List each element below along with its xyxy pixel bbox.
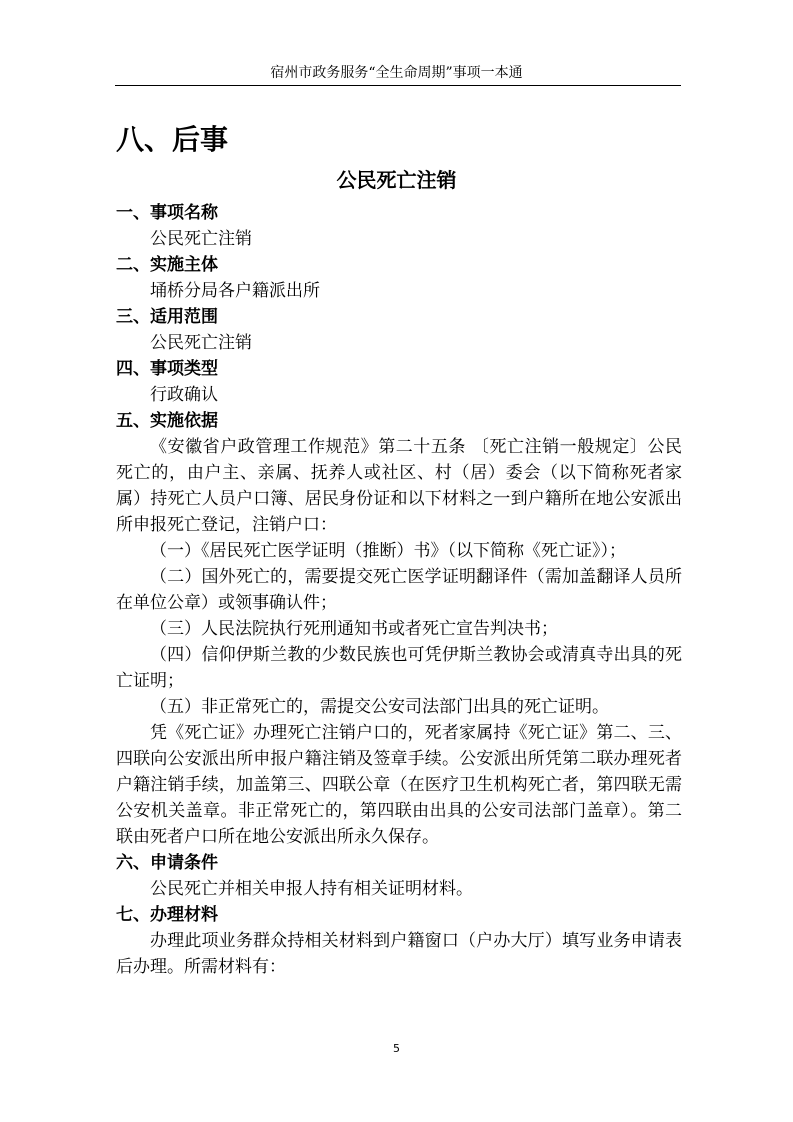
document-body bbox=[116, 200, 682, 980]
section-paragraph: 凭《死亡证》办理死亡注销户口的，死者家属持《死亡证》第二、三、四联向公安派出所申报户籍注销及签章手续。公安派出所凭第二联办理死者户籍注销手续，加盖第三、四联公章（在医疗卫生机构死亡者，第四联无需公安机关盖章。非正常死亡的，第四联由出具的公安司法部门盖章）。第二联由死者户口所在地公安派出所永久保存。 bbox=[116, 723, 682, 847]
section-heading: 五、实施依据 bbox=[116, 411, 218, 431]
section-paragraph: （四）信仰伊斯兰教的少数民族也可凭伊斯兰教协会或清真寺出具的死亡证明； bbox=[116, 645, 682, 691]
section-paragraph: （一）《居民死亡医学证明（推断）书》（以下简称《死亡证》）； bbox=[150, 541, 626, 561]
section-paragraph: （五）非正常死亡的，需提交公安司法部门出具的死亡证明。 bbox=[150, 697, 609, 717]
header-rule bbox=[115, 85, 681, 86]
section-heading: 三、适用范围 bbox=[116, 307, 218, 327]
section-paragraph: （三）人民法院执行死刑通知书或者死亡宣告判决书； bbox=[150, 619, 558, 639]
section-paragraph: 公民死亡并相关申报人持有相关证明材料。 bbox=[150, 879, 473, 899]
section-paragraph: 《安徽省户政管理工作规范》第二十五条 〔死亡注销一般规定〕公民死亡的，由户主、亲属、抚养人或社区、村（居）委会（以下简称死者家属）持死亡人员户口簿、居民身份证和以下材料之一到户籍所在地公安派出所申报死亡登记，注销户口： bbox=[116, 437, 682, 535]
section-materials bbox=[116, 902, 682, 980]
section-type bbox=[116, 356, 682, 408]
section-paragraph: 行政确认 bbox=[150, 385, 218, 405]
section-legal-basis bbox=[116, 408, 682, 850]
section-scope bbox=[116, 304, 682, 356]
section-heading: 一、事项名称 bbox=[116, 203, 218, 223]
section-name bbox=[116, 200, 682, 252]
running-header: 宿州市政务服务“全生命周期”事项一本通 bbox=[270, 65, 523, 81]
section-heading: 六、申请条件 bbox=[116, 853, 218, 873]
page-number: 5 bbox=[393, 1042, 400, 1055]
section-heading: 二、实施主体 bbox=[116, 255, 218, 275]
section-paragraph: 公民死亡注销 bbox=[150, 229, 252, 249]
section-conditions bbox=[116, 850, 682, 902]
section-paragraph: 办理此项业务群众持相关材料到户籍窗口（户办大厅）填写业务申请表后办理。所需材料有： bbox=[116, 931, 682, 977]
chapter-title: 八、后事 bbox=[116, 123, 229, 156]
document-title: 公民死亡注销 bbox=[336, 168, 457, 192]
section-paragraph: 埇桥分局各户籍派出所 bbox=[150, 281, 320, 301]
section-paragraph: 公民死亡注销 bbox=[150, 333, 252, 353]
section-implementer bbox=[116, 252, 682, 304]
section-heading: 四、事项类型 bbox=[116, 359, 218, 379]
section-paragraph: （二）国外死亡的，需要提交死亡医学证明翻译件（需加盖翻译人员所在单位公章）或领事确认件； bbox=[116, 567, 682, 613]
section-heading: 七、办理材料 bbox=[116, 905, 218, 925]
